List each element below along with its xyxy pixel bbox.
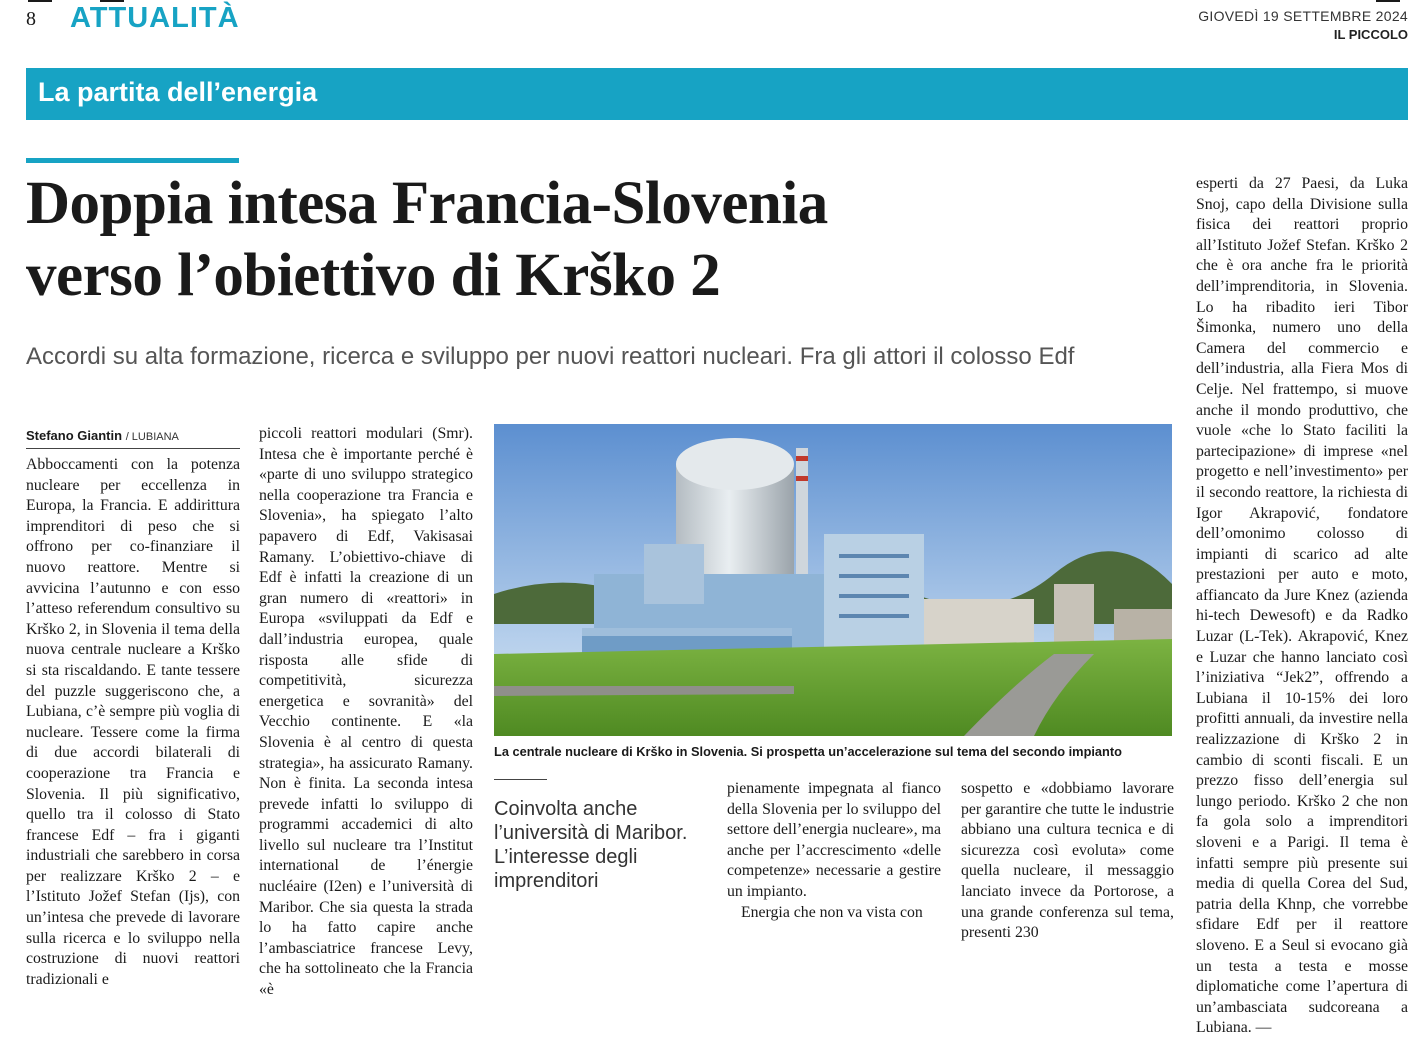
nuclear-plant-photo xyxy=(494,424,1172,736)
article-column-1: Abboccamenti con la potenza nucleare per eccellenza in Europa, la Francia. E addirittura imprenditori di peso che si offrono per co-finanziare il nuovo reattore. Mentre si avvicina l’autunno e con esso l’atteso referendum consultivo su Krško 2, in Slovenia il tema della nuova centrale nucleare a Krško si sta riscaldando. E tante tessere del puzzle suggeriscono che, a Lubiana, c’è sempre più voglia di nucleare. Tessere come la firma di due accordi bilaterali di cooperazione tra Francia e Slovenia. Il più significativo, quello tra il colosso di Stato francese Edf – fra i giganti industriali che sarebbero in corsa per realizzare Krško 2 – e l’Istituto Jožef Stefan (Ijs), con un’intesa che prevede di lavorare sulla ricerca e lo sviluppo nella costruzione di nuovi reattori tradizionali e xyxy=(26,456,240,988)
headline-line-2: verso l’obiettivo di Krško 2 xyxy=(26,242,721,309)
pullquote-rule xyxy=(494,779,547,780)
top-rule-left xyxy=(28,0,52,2)
byline-author: Stefano Giantin xyxy=(26,428,123,443)
pullquote-line-2: l’università di Maribor. xyxy=(494,822,688,844)
photo-caption: La centrale nucleare di Krško in Slovenia. Si prospetta un’accelerazione sul tema del secondo impianto xyxy=(494,744,1122,759)
headline-accent-rule xyxy=(26,158,239,163)
pullquote xyxy=(494,797,709,893)
headline-line-1: Doppia intesa Francia-Slovenia xyxy=(26,170,828,237)
article-column-5: sospetto e «dobbiamo lavorare per garantire che tutte le industrie abbiano una cultura tecnica e di sicurezza così evoluta» come quella nucleare, il messaggio lanciato invece da Portorose, a una grande conferenza sul tema, presenti 230 xyxy=(961,780,1174,942)
article-column-2: piccoli reattori modulari (Smr). Intesa che è importante perché è «parte di uno sviluppo strategico nella cooperazione tra Francia e Slovenia», ha spiegato l’alto papavero di Edf, Vakisasai Ramany. L’obiettivo-chiave di Edf è infatti la creazione di un gran numero di «reattori» in Europa «sviluppati da Edf e dall’industria europea, quale risposta alle sfide di competitività, sicurezza energetica e sovranità» del Vecchio continente. E «la Slovenia è al centro di questa strategia», ha assicurato Ramany. Non è finita. La seconda intesa prevede infatti lo sviluppo di programmi accademici di alto livello sul nucleare tra l’Institut international de l’énergie nucléaire (I2en) e l’università di Maribor. Che sia questa la strada lo ha fatto capire anche l’ambasciatrice francese Levy, che ha sottolineato che la Francia «è xyxy=(259,425,473,999)
page-number: 8 xyxy=(26,8,36,30)
byline-rule xyxy=(26,448,240,449)
pullquote-line-4: imprenditori xyxy=(494,870,599,892)
section-label: ATTUALITÀ xyxy=(70,2,240,34)
byline xyxy=(26,428,179,443)
headline xyxy=(26,168,1176,312)
top-rule-right xyxy=(1376,0,1400,2)
pullquote-line-3: L’interesse degli xyxy=(494,846,638,868)
article-column-4 xyxy=(727,779,941,923)
issue-date: GIOVEDÌ 19 SETTEMBRE 2024 xyxy=(1198,8,1408,24)
article-column-4-para-2: Energia che non va vista con xyxy=(741,903,923,921)
article-column-4-para-1: pienamente impegnata al fianco della Slovenia per lo sviluppo del settore dell’energia nucleare», ma anche per l’accrescimento «delle competenze» necessarie a gestire un impianto. xyxy=(727,780,941,900)
pullquote-line-1: Coinvolta anche xyxy=(494,798,638,820)
article-column-3: esperti da 27 Paesi, da Luka Snoj, capo della Divisione sulla fisica dei reattori proprio all’Istituto Jožef Stefan. Krško 2 che è ora anche fra le priorità dell’imprenditoria, in Slovenia. Lo ha ribadito ieri Tibor Šimonka, numero uno della Camera del commercio e dell’industria, alla Fiera Mos di Celje. Nel frattempo, si muove anche il mondo produttivo, che vuole «che lo Stato faciliti la partecipazione» di imprese «nel progetto e nell’investimento» per il secondo reattore, la richiesta di Igor Akrapović, fondatore dell’omonimo colosso di impianti di scarico ad alte prestazioni per auto e moto, affiancato da Jure Knez (azienda hi-tech Dewesoft) e da Radko Luzar (L-Tek). Akrapović, Knez e Luzar che hanno lanciato così l’iniziativa “Jek2”, offrendo a Lubiana il 10-15% dei loro profitti annuali, da investire nella realizzazione di Krško 2 in cambio di sconti fiscali. E un prezzo fisso dell’energia sul lungo periodo. Krško 2 che non fa gola solo a imprenditori sloveni e a Parigi. Il tema è infatti sempre più presente sui media di quella Corea del Sud, patria della Khnp, che vorrebbe sfidare Edf per il reattore sloveno. E a Seul si evocano già un testa a testa e mosse diplomatiche come l’apertura di un’ambasciata sudcoreana a Lubiana. — xyxy=(1196,175,1408,1037)
byline-place: / LUBIANA xyxy=(125,431,179,443)
newspaper-name: IL PICCOLO xyxy=(1333,27,1408,42)
topic-band-title: La partita dell’energia xyxy=(38,77,318,107)
topic-band xyxy=(26,68,1408,120)
subheadline: Accordi su alta formazione, ricerca e sviluppo per nuovi reattori nucleari. Fra gli attori il colosso Edf xyxy=(26,343,1075,370)
